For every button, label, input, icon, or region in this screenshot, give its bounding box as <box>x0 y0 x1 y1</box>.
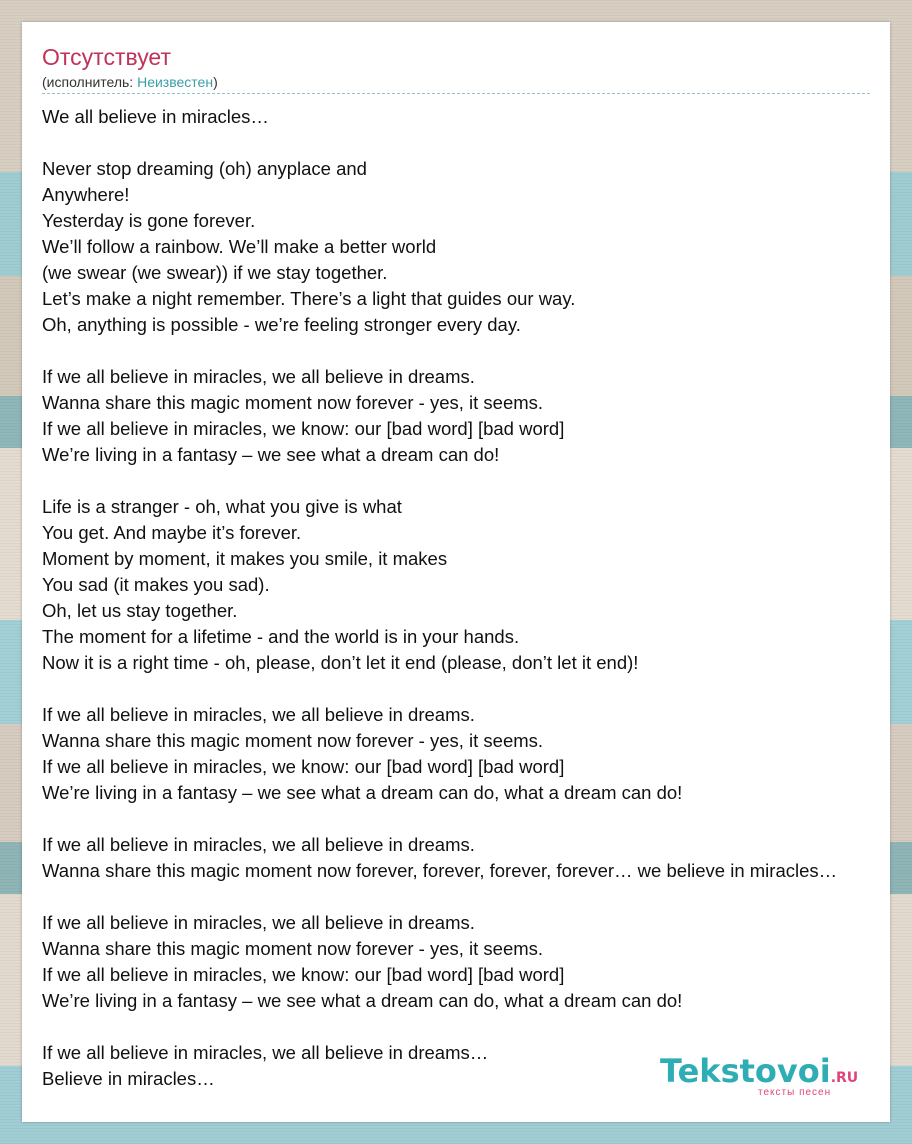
lyric-line: (we swear (we swear)) if we stay together. <box>42 262 388 283</box>
lyric-line: Life is a stranger - oh, what you give is what <box>42 496 402 517</box>
lyric-line: We’ll follow a rainbow. We’ll make a better world <box>42 236 437 257</box>
lyric-line: If we all believe in miracles, we know: our [bad word] [bad word] <box>42 418 565 439</box>
lyric-line: Wanna share this magic moment now forever - yes, it seems. <box>42 730 544 751</box>
lyric-line: If we all believe in miracles, we all believe in dreams. <box>42 912 475 933</box>
lyric-line: You get. And maybe it’s forever. <box>42 522 302 543</box>
lyric-line: Anywhere! <box>42 184 130 205</box>
lyric-line: Now it is a right time - oh, please, don’t let it end (please, don’t let it end)! <box>42 652 639 673</box>
lyric-line: Let’s make a night remember. There’s a light that guides our way. <box>42 288 576 309</box>
logo-wordmark: Tekstovoi <box>660 1052 831 1090</box>
lyric-line: We’re living in a fantasy – we see what a dream can do, what a dream can do! <box>42 990 683 1011</box>
lyric-line: Wanna share this magic moment now forever, forever, forever, forever… we believe in miracles… <box>42 860 838 881</box>
lyric-line: If we all believe in miracles, we know: our [bad word] [bad word] <box>42 756 565 777</box>
lyric-line: Wanna share this magic moment now forever - yes, it seems. <box>42 392 544 413</box>
lyric-line: Moment by moment, it makes you smile, it makes <box>42 548 448 569</box>
lyrics-sheet <box>22 22 890 1122</box>
artist-link[interactable]: Неизвестен <box>137 74 214 90</box>
logo-tld: .RU <box>830 1070 859 1086</box>
lyric-line: Wanna share this magic moment now forever - yes, it seems. <box>42 938 544 959</box>
lyric-blank-line <box>42 338 837 364</box>
lyric-line: We’re living in a fantasy – we see what a dream can do! <box>42 444 500 465</box>
lyric-line: If we all believe in miracles, we all believe in dreams. <box>42 704 475 725</box>
lyric-blank-line <box>42 1014 837 1040</box>
lyric-line: The moment for a lifetime - and the world is in your hands. <box>42 626 520 647</box>
artist-suffix: ) <box>213 74 218 90</box>
lyric-blank-line <box>42 884 837 910</box>
lyric-line: If we all believe in miracles, we all believe in dreams. <box>42 366 475 387</box>
lyric-line: Never stop dreaming (oh) anyplace and <box>42 158 367 179</box>
lyric-line: We all believe in miracles… <box>42 106 269 127</box>
artist-prefix: (исполнитель: <box>42 74 138 90</box>
lyrics-text <box>42 104 837 1092</box>
lyric-line: Oh, anything is possible - we’re feeling stronger every day. <box>42 314 521 335</box>
artist-line <box>42 74 218 91</box>
lyric-line: You sad (it makes you sad). <box>42 574 270 595</box>
song-title: Отсутствует <box>42 44 171 70</box>
logo-tagline: тексты песен <box>758 1087 832 1098</box>
lyric-line: Believe in miracles… <box>42 1068 215 1089</box>
lyric-blank-line <box>42 468 837 494</box>
lyric-line: If we all believe in miracles, we all believe in dreams. <box>42 834 475 855</box>
header-divider <box>42 93 870 94</box>
lyric-blank-line <box>42 130 837 156</box>
lyric-line: We’re living in a fantasy – we see what a dream can do, what a dream can do! <box>42 782 683 803</box>
lyric-blank-line <box>42 806 837 832</box>
lyric-line: If we all believe in miracles, we know: our [bad word] [bad word] <box>42 964 565 985</box>
lyric-line: Oh, let us stay together. <box>42 600 238 621</box>
site-logo[interactable] <box>660 1052 859 1098</box>
lyric-blank-line <box>42 676 837 702</box>
lyric-line: Yesterday is gone forever. <box>42 210 256 231</box>
lyric-line: If we all believe in miracles, we all believe in dreams… <box>42 1042 489 1063</box>
